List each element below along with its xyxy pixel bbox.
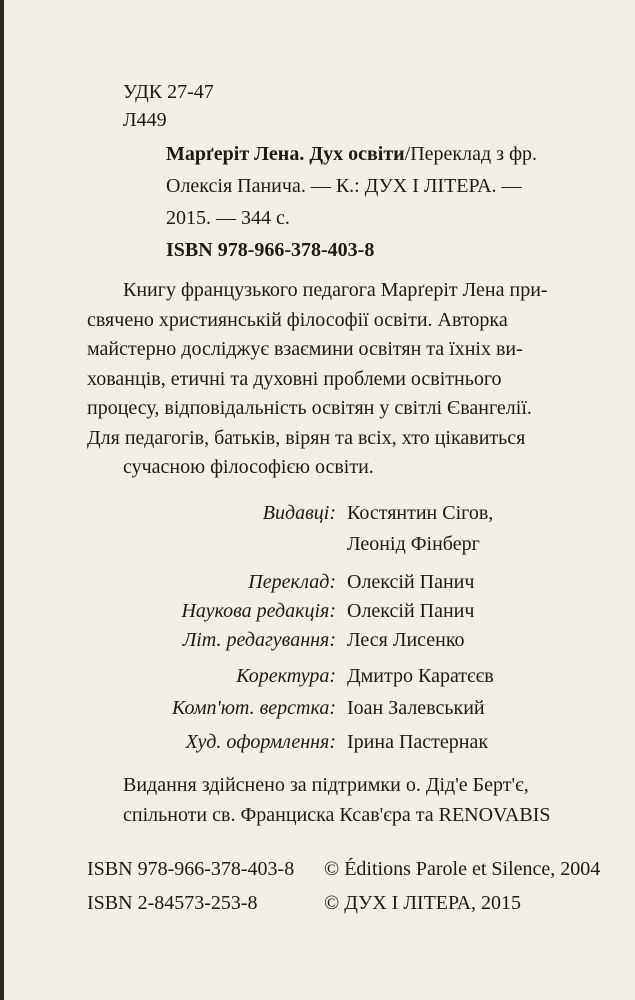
credit-role: Коректура: [236,665,336,687]
author-mark: Л449 [123,109,167,131]
credit-row [4,727,635,757]
reference-line-3: 2015. — 344 с. [166,207,290,229]
copyright-list [324,852,600,920]
credit-name: Олексій Панич [347,600,475,622]
copyright-line: © ДУХ І ЛІТЕРА, 2015 [324,892,522,914]
credit-name: Костянтин Сігов, [347,502,494,524]
credit-role: Видавці: [262,502,336,524]
credit-role: Худ. оформлення: [185,731,336,753]
annotation-line: Для педагогів, батьків, вірян та всіх, хто цікавиться [87,426,526,449]
annotation-line: сучасною філософією освіти. [123,456,374,478]
credit-name: Ірина Пастернак [347,731,489,753]
annotation [87,276,602,483]
annotation-line: Книгу французького педагога Марґеріт Лена при- [123,279,548,301]
reference-line-2: Олексія Панича. — К.: ДУХ І ЛІТЕРА. — [166,175,522,197]
support-line: Видання здійснено за підтримки о. Дід'е Берт'є, [123,774,529,796]
udk-block [123,78,214,134]
bibliographic-reference [166,138,537,266]
credit-row [4,567,635,597]
credit-row [4,498,635,528]
support-line: спільноти св. Франциска Ксав'єра та RENOVABIS [123,804,551,826]
credit-name: Леонід Фінберг [347,533,480,555]
annotation-line: майстерно досліджує взаємини освітян та їхніх ви- [87,338,523,360]
credit-row [4,529,635,559]
isbn-line: ISBN 2-84573-253-8 [87,892,258,914]
credit-role: Літ. редагування: [182,629,336,651]
isbn-line: ISBN 978-966-378-403-8 [87,858,295,880]
credit-row [4,661,635,691]
credit-name: Іоан Залевський [347,697,485,719]
credit-name: Олексій Панич [347,571,475,593]
credit-row [4,596,635,626]
credit-row [4,625,635,655]
udk-code: УДК 27-47 [123,81,214,103]
credit-role: Наукова редакція: [181,600,336,622]
reference-isbn: ISBN 978-966-378-403-8 [166,239,375,261]
support-note [123,770,550,830]
copyright-line: © Éditions Parole et Silence, 2004 [324,858,601,880]
reference-line-1 [166,138,537,170]
credit-role: Комп'ют. верстка: [172,697,336,719]
annotation-line: процесу, відповідальність освітян у світлі Євангелії. [87,397,532,419]
isbn-list [87,852,294,920]
annotation-line: свячено християнській філософії освіти. Авторка [87,308,508,331]
credit-name: Дмитро Каратєєв [347,665,494,687]
reference-translation: /Переклад з фр. [404,143,538,165]
annotation-line: хованців, етичні та духовні проблеми освітнього [87,367,502,390]
credit-role: Переклад: [248,571,336,593]
credit-row [4,693,635,723]
credit-name: Леся Лисенко [347,629,465,651]
reference-title: Марґеріт Лена. Дух освіти [166,143,405,165]
